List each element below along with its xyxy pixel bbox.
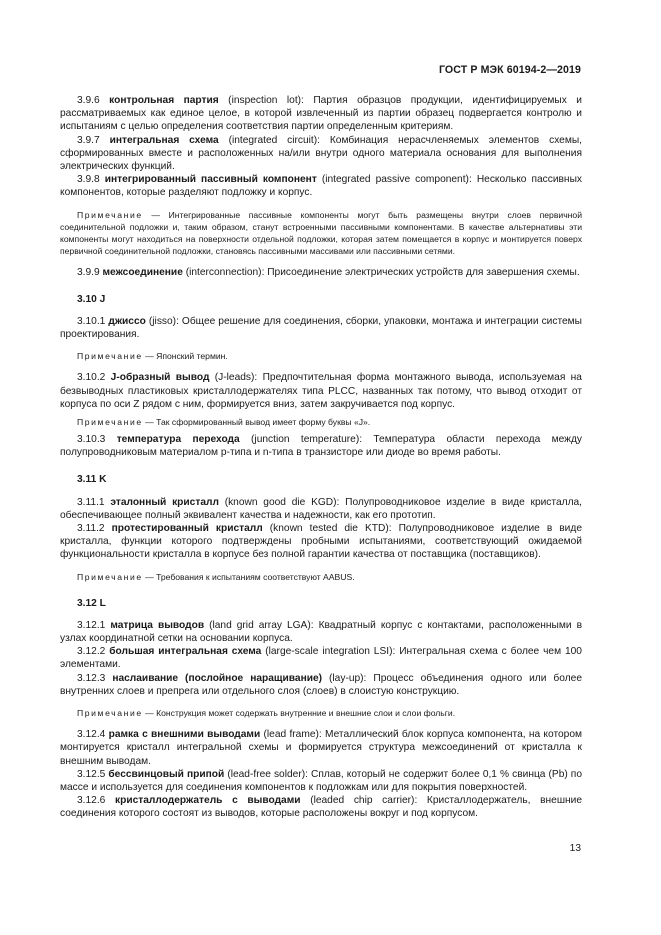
term-definition: (large-scale integration LSI): Интегральная схема с более чем 100 элементами. — [60, 646, 582, 671]
note-text: — Требования к испытаниям соответствуют AABUS. — [142, 571, 355, 582]
note-text: — Так сформированный вывод имеет форму буквы «J». — [142, 417, 371, 428]
term-name: интегрированный пассивный компонент — [104, 174, 317, 186]
term-name: интегральная схема — [109, 134, 219, 146]
term-number: 3.9.7 — [77, 134, 100, 146]
term-definition: (J-leads): Предпочтительная форма монтажного вывода, используемая на безвыводных пластиковых кристаллодержателях типа PLCC, названных так потому, что вывод отходит от корпуса по оси Z рядом с ним, формируется вниз, затем закручивается под корпус. — [60, 372, 582, 410]
term-number: 3.11.1 — [77, 496, 105, 508]
term-name: температура перехода — [116, 434, 240, 446]
term-paragraph — [60, 266, 582, 279]
term-name: матрица выводов — [110, 619, 205, 631]
term-number: 3.12.4 — [77, 729, 106, 741]
term-number: 3.10.1 — [77, 316, 106, 328]
note-label: Примечание — [77, 209, 143, 220]
term-name: протестированный кристалл — [111, 523, 263, 535]
section-heading: 3.11 K — [77, 474, 107, 486]
term-paragraph — [60, 619, 582, 645]
section-heading: 3.10 J — [77, 293, 106, 305]
term-definition: (jisso): Общее решение для соединения, сборки, упаковки, монтажа и интеграции системы проектирования. — [60, 316, 582, 341]
term-number: 3.12.1 — [77, 619, 106, 631]
term-definition: (leaded chip carrier): Кристаллодержатель, внешние соединения которого состоят из выводов, которые расположены вокруг и под корпусом. — [60, 795, 582, 820]
term-definition: (inspection lot): Партия образцов продукции, идентифицируемых и рассматриваемых как единое целое, в которой извлеченный из партии образец подвергается контролю и испытаниям с целью определения соответствия партии определенным критериям. — [60, 95, 582, 133]
term-number: 3.12.3 — [77, 672, 106, 684]
term-name: бессвинцовый припой — [108, 768, 225, 780]
note-paragraph — [60, 707, 582, 719]
term-number: 3.9.9 — [77, 266, 100, 278]
term-name: J-образный вывод — [110, 372, 210, 384]
page-number: 13 — [569, 843, 581, 854]
note-label: Примечание — [77, 351, 143, 362]
section-heading: 3.12 L — [77, 597, 106, 609]
term-definition: (integrated circuit): Комбинация нерасчленяемых элементов схемы, сформированных вместе и расположенных на/или внутри одного материала основания для выполнения электрических функций. — [60, 134, 582, 173]
document-body — [60, 94, 582, 821]
note-label: Примечание — [77, 708, 143, 719]
term-number: 3.10.3 — [77, 434, 106, 446]
note-paragraph — [60, 571, 582, 583]
term-paragraph — [60, 371, 582, 411]
term-paragraph — [60, 496, 582, 522]
note-paragraph — [60, 416, 582, 428]
note-text: — Конструкция может содержать внутренние и внешние слои и слои фольги. — [142, 708, 456, 719]
term-name: рамка с внешними выводами — [108, 729, 261, 741]
term-number: 3.11.2 — [77, 523, 105, 535]
standard-header: ГОСТ Р МЭК 60194-2—2019 — [438, 64, 581, 76]
note-label: Примечание — [77, 417, 143, 428]
term-name: контрольная партия — [109, 95, 219, 106]
term-paragraph — [60, 134, 582, 174]
term-number: 3.12.2 — [77, 646, 106, 658]
term-definition: (known tested die KTD): Полупроводниковое изделие в виде кристалла, функции которого подтверждены пробными испытаниями, соответствующий ожидаемой функциональности кристалла в корпусе без полной гарантии качества от поставщика (поставщиков). — [60, 523, 582, 561]
note-label: Примечание — [77, 571, 143, 582]
term-definition: (interconnection): Присоединение электрических устройств для завершения схемы. — [182, 266, 580, 278]
term-name: джиссо — [108, 316, 146, 328]
term-paragraph — [60, 315, 582, 341]
note-paragraph — [60, 350, 582, 362]
term-paragraph — [60, 728, 582, 768]
term-definition: (lead-free solder): Сплав, который не содержит более 0,1 % свинца (Pb) по массе и используется для соединения компонентов к подложкам или для покрытия поверхностей. — [60, 768, 582, 793]
note-paragraph — [60, 209, 582, 257]
term-number: 3.12.5 — [77, 768, 106, 780]
term-paragraph — [60, 768, 582, 794]
note-text: — Японский термин. — [142, 351, 228, 362]
term-name: межсоединение — [102, 266, 183, 278]
term-definition: (lay-up): Процесс объединения одного или более внутренних слоев и препрега или отдельного слоя (слоев) в слоистую конструкцию. — [60, 672, 582, 697]
term-name: эталонный кристалл — [110, 496, 219, 508]
term-paragraph — [60, 522, 582, 562]
term-name: большая интегральная схема — [109, 646, 262, 658]
term-number: 3.10.2 — [77, 372, 106, 384]
term-definition: (known good die KGD): Полупроводниковое изделие в виде кристалла, обеспечивающее полный эквивалент качества и надежности, как его прототип. — [60, 496, 583, 521]
term-definition: (lead frame): Металлический блок корпуса компонента, на котором монтируется кристалл интегральной схемы и формируется структура межсоединений от кристалла к внешним выводам. — [60, 729, 583, 767]
note-text: — Интегрированные пассивные компоненты могут быть размещены внутри слоев первичной соединительной подложки и, таким образом, станут встроенными пассивными компонентами. В качестве альтернативы эти компоненты могут находиться на поверхности отдельной подложки, которая затем помещается в корпус и монтируется поверх первичной соединительной подложки, становясь пассивными массивами или пассивными сетями. — [60, 209, 582, 256]
term-definition: (integrated passive component): Несколько пассивных компонентов, которые разделяют подложку и корпус. — [60, 174, 582, 199]
term-paragraph — [60, 794, 582, 820]
term-name: кристаллодержатель с выводами — [115, 795, 301, 807]
term-paragraph — [60, 94, 582, 134]
term-paragraph — [60, 672, 582, 698]
term-paragraph — [60, 433, 582, 459]
term-paragraph — [60, 645, 582, 671]
term-number: 3.12.6 — [77, 795, 106, 807]
term-definition: (land grid array LGA): Квадратный корпус с контактами, расположенными в узлах координатной сетки на основании корпуса. — [60, 619, 582, 645]
term-paragraph — [60, 173, 582, 199]
term-number: 3.9.8 — [77, 174, 100, 186]
term-number: 3.9.6 — [77, 95, 100, 106]
term-definition: (junction temperature): Температура области перехода между полупроводниковым материалом p-типа и n-типа в транзисторе или диоде во время работы. — [60, 434, 582, 459]
term-name: наслаивание (послойное наращивание) — [112, 672, 323, 684]
